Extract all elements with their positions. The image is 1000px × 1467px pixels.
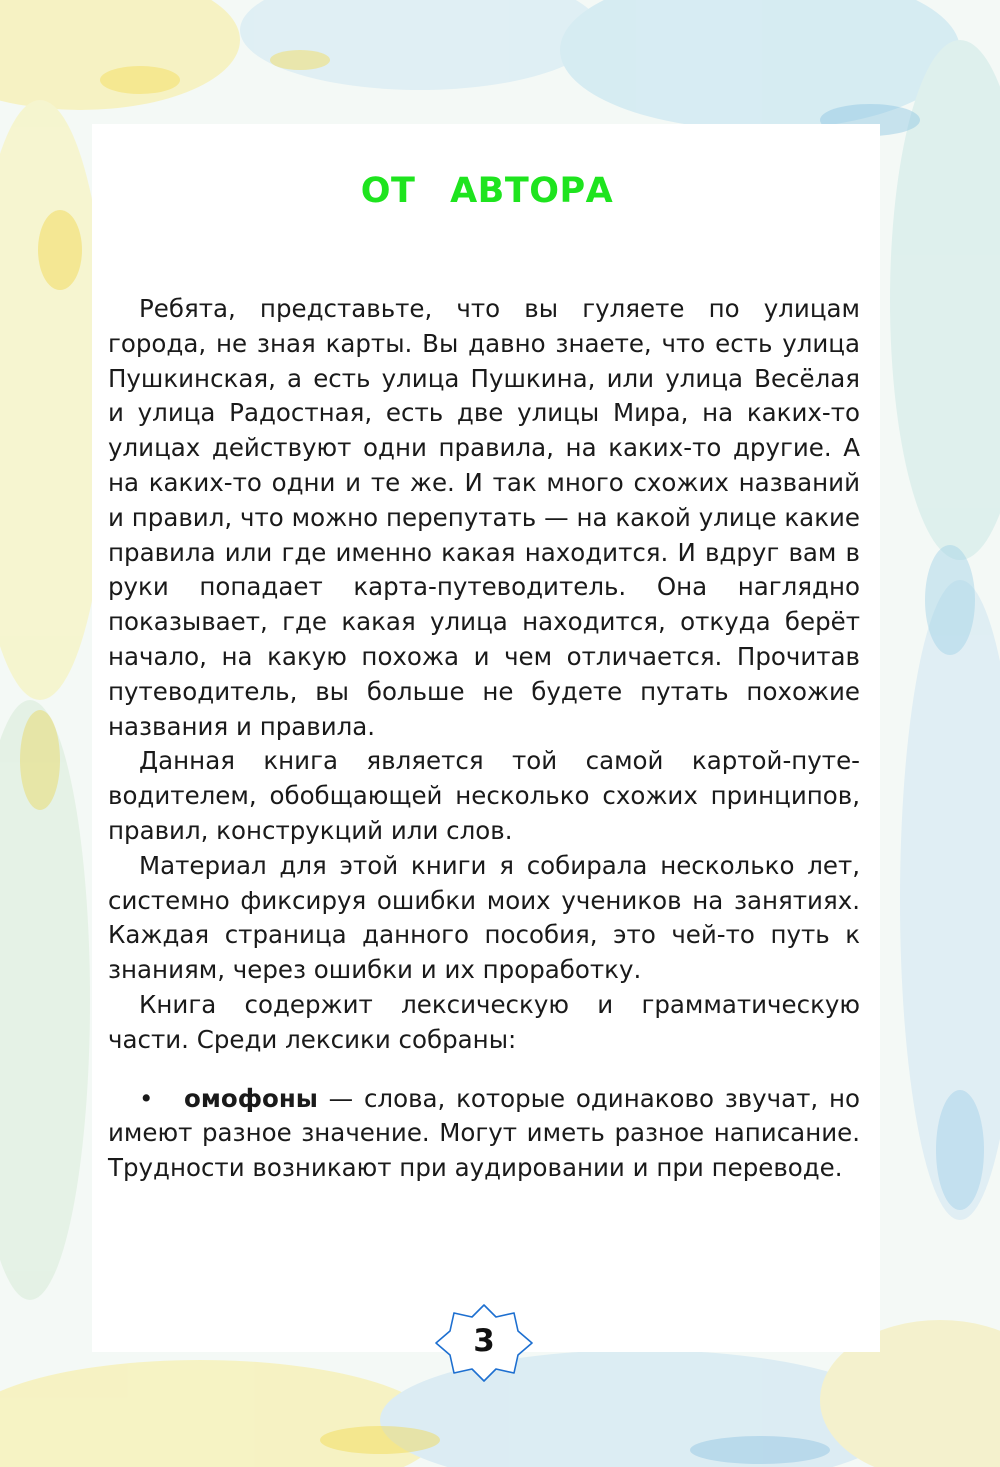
page-number-badge [434,1303,534,1383]
paragraph: Книга содержит лексическую и грамматическую части. Среди лексики собраны: [108,989,860,1054]
page-number: 3 [473,1323,495,1359]
paragraph: Ребята, представьте, что вы гуляете по улицам города, не зная карты. Вы давно знаете, что есть улица Пушкинская, а есть улица Пушкина, или улица Весёлая и улица Радостная, есть две улицы Мира, на каких-то улицах действуют одни правила, на каких-то другие. А на каких-то одни и те же. И так много схожих названий и правил, что можно перепутать — на какой улице какие правила или где именно какая находится. И вдруг вам в руки попадает карта-путеводитель. Она наглядно показывает, где какая улица находится, откуда берёт начало, на какую похожа и чем отличается. Прочитав путеводитель, вы больше не будете путать похожие названия и правила. [108,294,860,741]
paragraph: Материал для этой книги я собирала несколько лет, системно фиксируя ошибки моих учеников на занятиях. Каждая страница данного пособия, это чей-то путь к знаниям, через ошибки и их проработку. [108,850,860,985]
bullet-term: омофоны [184,1083,318,1113]
bullet-text: — слова, которые одинаково звучат, но имеют разное значение. Могут иметь разное написание. Трудности возникают при аудировании и при переводе. [108,1083,860,1183]
paragraph: Данная книга является той самой картой-путеводителем, обобщающей несколько схожих принципов, правил, конструкций или слов. [108,746,860,845]
page-title: ОТ АВТОРА [360,171,614,211]
bullet-marker: • [139,1083,154,1113]
author-foreword-text [108,292,860,1186]
bullet-item-homophones [108,1082,860,1186]
